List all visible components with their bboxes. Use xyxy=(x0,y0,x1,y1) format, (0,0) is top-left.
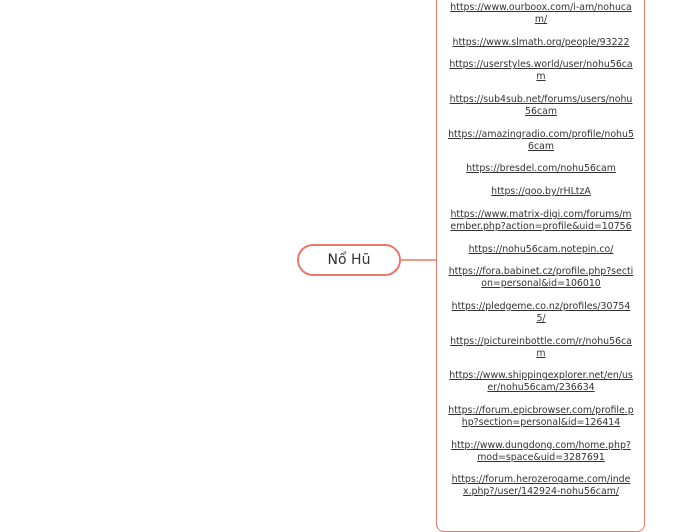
link-item[interactable]: https://bresdel.com/nohu56cam xyxy=(466,163,616,175)
link-item[interactable]: https://fora.babinet.cz/profile.php?section=personal&id=106010 xyxy=(448,266,634,290)
link-item[interactable]: https://pledgeme.co.nz/profiles/307545/ xyxy=(451,300,631,324)
link-item[interactable]: https://www.shippingexplorer.net/en/user/nohu56cam/236634 xyxy=(449,370,633,394)
root-topic-node[interactable] xyxy=(297,244,401,276)
link-item[interactable]: https://sub4sub.net/forums/users/nohu56cam xyxy=(449,94,633,118)
link-item[interactable]: https://goo.by/rHLtzA xyxy=(491,186,591,198)
link-item[interactable]: https://www.slmath.org/people/93222 xyxy=(452,36,630,48)
link-item[interactable]: https://www.matrix-digi.com/forums/member.php?action=profile&uid=10756 xyxy=(450,208,632,232)
link-item[interactable]: https://amazingradio.com/profile/nohu56cam xyxy=(448,128,634,152)
link-item[interactable]: https://www.ourboox.com/i-am/nohucam/ xyxy=(450,2,632,25)
root-topic-label: Nổ Hũ xyxy=(327,252,371,268)
link-item[interactable]: https://userstyles.world/user/nohu56cam xyxy=(449,59,633,83)
link-item[interactable]: https://nohu56cam.notepin.co/ xyxy=(468,243,614,255)
link-item[interactable]: https://forum.epicbrowser.com/profile.php?section=personal&id=126414 xyxy=(448,404,634,428)
link-item[interactable]: https://forum.herozerogame.com/index.php?/user/142924-nohu56cam/ xyxy=(451,474,631,498)
link-item[interactable]: http://www.dungdong.com/home.php?mod=space&uid=3287691 xyxy=(451,439,631,463)
links-list xyxy=(448,2,634,509)
link-item[interactable]: https://pictureinbottle.com/r/nohu56cam xyxy=(450,335,632,359)
